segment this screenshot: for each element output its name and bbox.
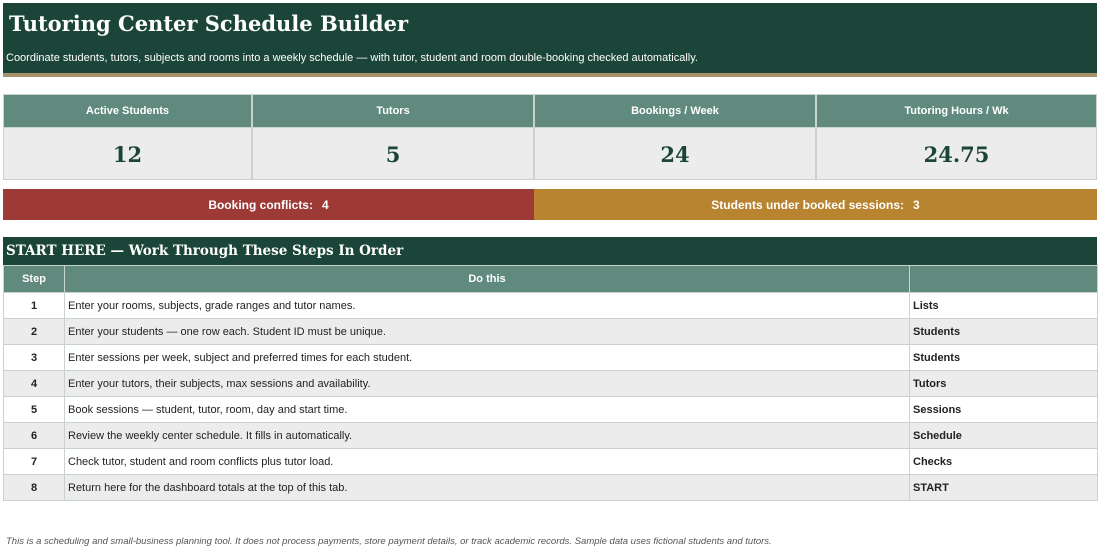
alert-label: Students under booked sessions: <box>711 197 904 212</box>
step-number[interactable]: 5 <box>4 397 65 423</box>
step-number[interactable]: 6 <box>4 423 65 449</box>
table-row <box>4 397 1098 423</box>
steps-table <box>3 265 1098 501</box>
kpi-value: 24.75 <box>923 141 990 167</box>
kpi-label: Tutors <box>253 95 533 128</box>
step-number[interactable]: 2 <box>4 319 65 345</box>
header-banner <box>3 3 1097 77</box>
table-row <box>4 371 1098 397</box>
kpi-active-students[interactable] <box>3 94 252 180</box>
column-header-do-this[interactable]: Do this <box>65 266 910 293</box>
step-action[interactable]: Enter your tutors, their subjects, max sessions and availability. <box>65 371 910 397</box>
table-row <box>4 319 1098 345</box>
step-action[interactable]: Enter your students — one row each. Student ID must be unique. <box>65 319 910 345</box>
step-number[interactable]: 8 <box>4 475 65 501</box>
step-tab-link[interactable]: Students <box>910 345 1098 371</box>
steps-section-title: START HERE — Work Through These Steps In Order <box>3 237 1097 265</box>
page-title: Tutoring Center Schedule Builder <box>9 11 409 36</box>
step-number[interactable]: 3 <box>4 345 65 371</box>
kpi-value: 5 <box>385 141 401 167</box>
table-row <box>4 345 1098 371</box>
step-number[interactable]: 4 <box>4 371 65 397</box>
table-row <box>4 423 1098 449</box>
kpi-bookings-week[interactable] <box>534 94 816 180</box>
alert-value: 4 <box>321 197 329 212</box>
alert-value: 3 <box>913 197 920 212</box>
step-action[interactable]: Enter sessions per week, subject and preferred times for each student. <box>65 345 910 371</box>
step-tab-link[interactable]: Lists <box>910 293 1098 319</box>
kpi-label: Tutoring Hours / Wk <box>817 95 1096 128</box>
kpi-label: Active Students <box>4 95 251 128</box>
column-header-step[interactable]: Step <box>4 266 65 293</box>
kpi-label: Bookings / Week <box>535 95 815 128</box>
kpi-value: 12 <box>112 141 143 167</box>
alert-row <box>3 189 1097 220</box>
step-action[interactable]: Return here for the dashboard totals at the top of this tab. <box>65 475 910 501</box>
step-number[interactable]: 7 <box>4 449 65 475</box>
step-tab-link[interactable]: Checks <box>910 449 1098 475</box>
step-action[interactable]: Enter your rooms, subjects, grade ranges and tutor names. <box>65 293 910 319</box>
table-row <box>4 475 1098 501</box>
table-header-row <box>4 266 1098 293</box>
kpi-tutoring-hours[interactable] <box>816 94 1097 180</box>
step-tab-link[interactable]: START <box>910 475 1098 501</box>
alert-label: Booking conflicts: <box>208 197 313 212</box>
kpi-row <box>3 94 1097 180</box>
step-action[interactable]: Review the weekly center schedule. It fills in automatically. <box>65 423 910 449</box>
kpi-tutors[interactable] <box>252 94 534 180</box>
under-booked-alert[interactable] <box>534 189 1097 220</box>
kpi-value: 24 <box>660 141 690 167</box>
step-tab-link[interactable]: Sessions <box>910 397 1098 423</box>
step-action[interactable]: Check tutor, student and room conflicts plus tutor load. <box>65 449 910 475</box>
page-subtitle: Coordinate students, tutors, subjects and rooms into a weekly schedule — with tutor, student and room double-booking checked automatically. <box>6 52 698 64</box>
disclaimer-footnote: This is a scheduling and small-business planning tool. It does not process payments, store payment details, or track academic records. Sample data uses fictional students and tutors. <box>6 536 772 547</box>
table-row <box>4 449 1098 475</box>
table-row <box>4 293 1098 319</box>
step-tab-link[interactable]: Tutors <box>910 371 1098 397</box>
column-header-tab[interactable] <box>910 266 1098 293</box>
booking-conflicts-alert[interactable] <box>3 189 534 220</box>
step-tab-link[interactable]: Students <box>910 319 1098 345</box>
step-action[interactable]: Book sessions — student, tutor, room, day and start time. <box>65 397 910 423</box>
step-number[interactable]: 1 <box>4 293 65 319</box>
step-tab-link[interactable]: Schedule <box>910 423 1098 449</box>
